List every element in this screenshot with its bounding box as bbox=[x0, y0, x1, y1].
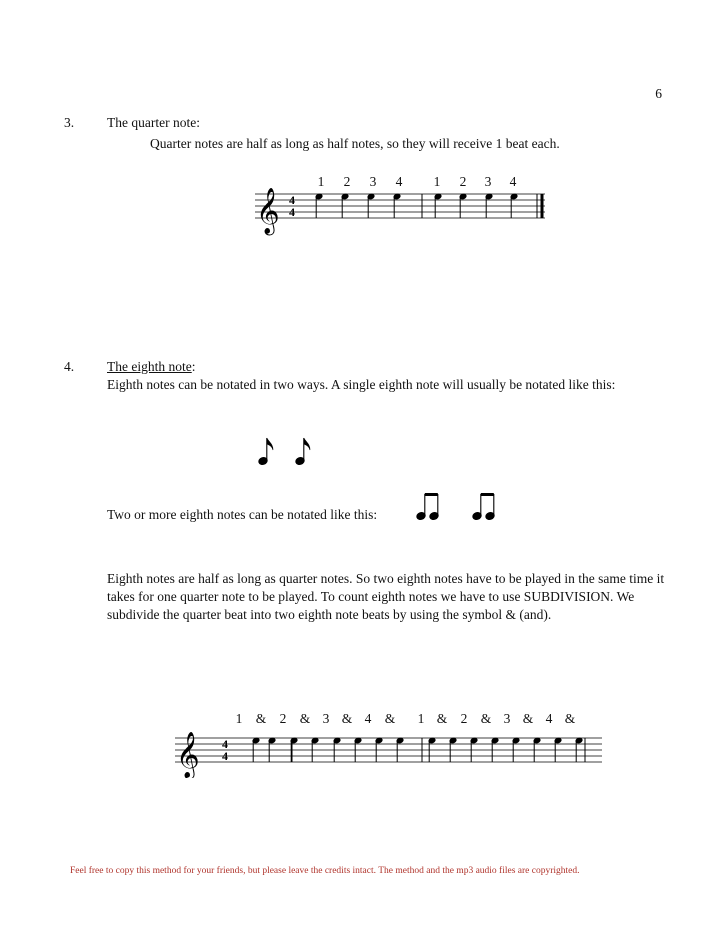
count-label: 2 bbox=[343, 174, 351, 189]
count-label: 1 bbox=[417, 711, 425, 726]
count-label: 1 bbox=[235, 711, 243, 726]
svg-text:4: 4 bbox=[289, 193, 295, 207]
count-label: & bbox=[341, 711, 353, 726]
count-label: 4 bbox=[509, 174, 517, 189]
copyright-footer: Feel free to copy this method for your friends, but please leave the credits intact. The method and the mp3 audio files are copyrighted. bbox=[70, 866, 580, 876]
treble-clef-icon: 𝄞 bbox=[176, 732, 200, 778]
count-label: & bbox=[522, 711, 534, 726]
single-eighth-notes bbox=[252, 432, 322, 472]
section-4-title: The eighth note bbox=[107, 359, 192, 374]
count-label: & bbox=[384, 711, 396, 726]
count-label: & bbox=[436, 711, 448, 726]
count-label: 1 bbox=[433, 174, 441, 189]
eighth-note-icon bbox=[258, 438, 273, 466]
count-label: 2 bbox=[460, 711, 468, 726]
svg-text:4: 4 bbox=[222, 749, 228, 763]
eighth-note-staff bbox=[170, 728, 610, 778]
count-label: & bbox=[480, 711, 492, 726]
beamed-eighth-notes bbox=[410, 490, 510, 526]
count-label: 4 bbox=[545, 711, 553, 726]
count-label: & bbox=[564, 711, 576, 726]
page-number: 6 bbox=[655, 86, 662, 101]
eighth-note-icon bbox=[295, 438, 310, 466]
beamed-eighth-pair-icon bbox=[472, 493, 495, 521]
section-4-number: 4. bbox=[64, 359, 75, 374]
count-label: & bbox=[299, 711, 311, 726]
count-label: 3 bbox=[503, 711, 511, 726]
section-3-text: Quarter notes are half as long as half notes, so they will receive 1 beat each. bbox=[150, 136, 560, 151]
count-label: 4 bbox=[364, 711, 372, 726]
svg-text:4: 4 bbox=[222, 737, 228, 751]
section-4-title-line bbox=[107, 359, 196, 375]
count-label: 1 bbox=[317, 174, 325, 189]
quarter-note-staff bbox=[250, 180, 550, 240]
section-4-intro: Eighth notes can be notated in two ways. A single eighth note will usually be notated like this: bbox=[107, 377, 616, 392]
count-label: 2 bbox=[459, 174, 467, 189]
svg-text:4: 4 bbox=[289, 205, 295, 219]
treble-clef-icon: 𝄞 bbox=[256, 188, 280, 234]
eighth-note-counts bbox=[0, 711, 728, 729]
section-3-number: 3. bbox=[64, 115, 75, 130]
count-label: & bbox=[255, 711, 267, 726]
beamed-notes-text: Two or more eighth notes can be notated like this: bbox=[107, 507, 378, 522]
count-label: 3 bbox=[484, 174, 492, 189]
section-3-title: The quarter note: bbox=[107, 115, 200, 130]
beamed-eighth-pair-icon bbox=[416, 493, 439, 521]
count-label: 2 bbox=[279, 711, 287, 726]
subdivision-paragraph: Eighth notes are half as long as quarter notes. So two eighth notes have to be played in the same time it takes for one quarter note to be played. To count eighth notes we have to use SUBDIVISION. We subdivide the quarter beat into two eighth note beats by using the symbol & (and). bbox=[107, 571, 665, 622]
count-label: 4 bbox=[395, 174, 403, 189]
count-label: 3 bbox=[369, 174, 377, 189]
count-label: 3 bbox=[322, 711, 330, 726]
section-4-title-colon: : bbox=[191, 359, 196, 374]
